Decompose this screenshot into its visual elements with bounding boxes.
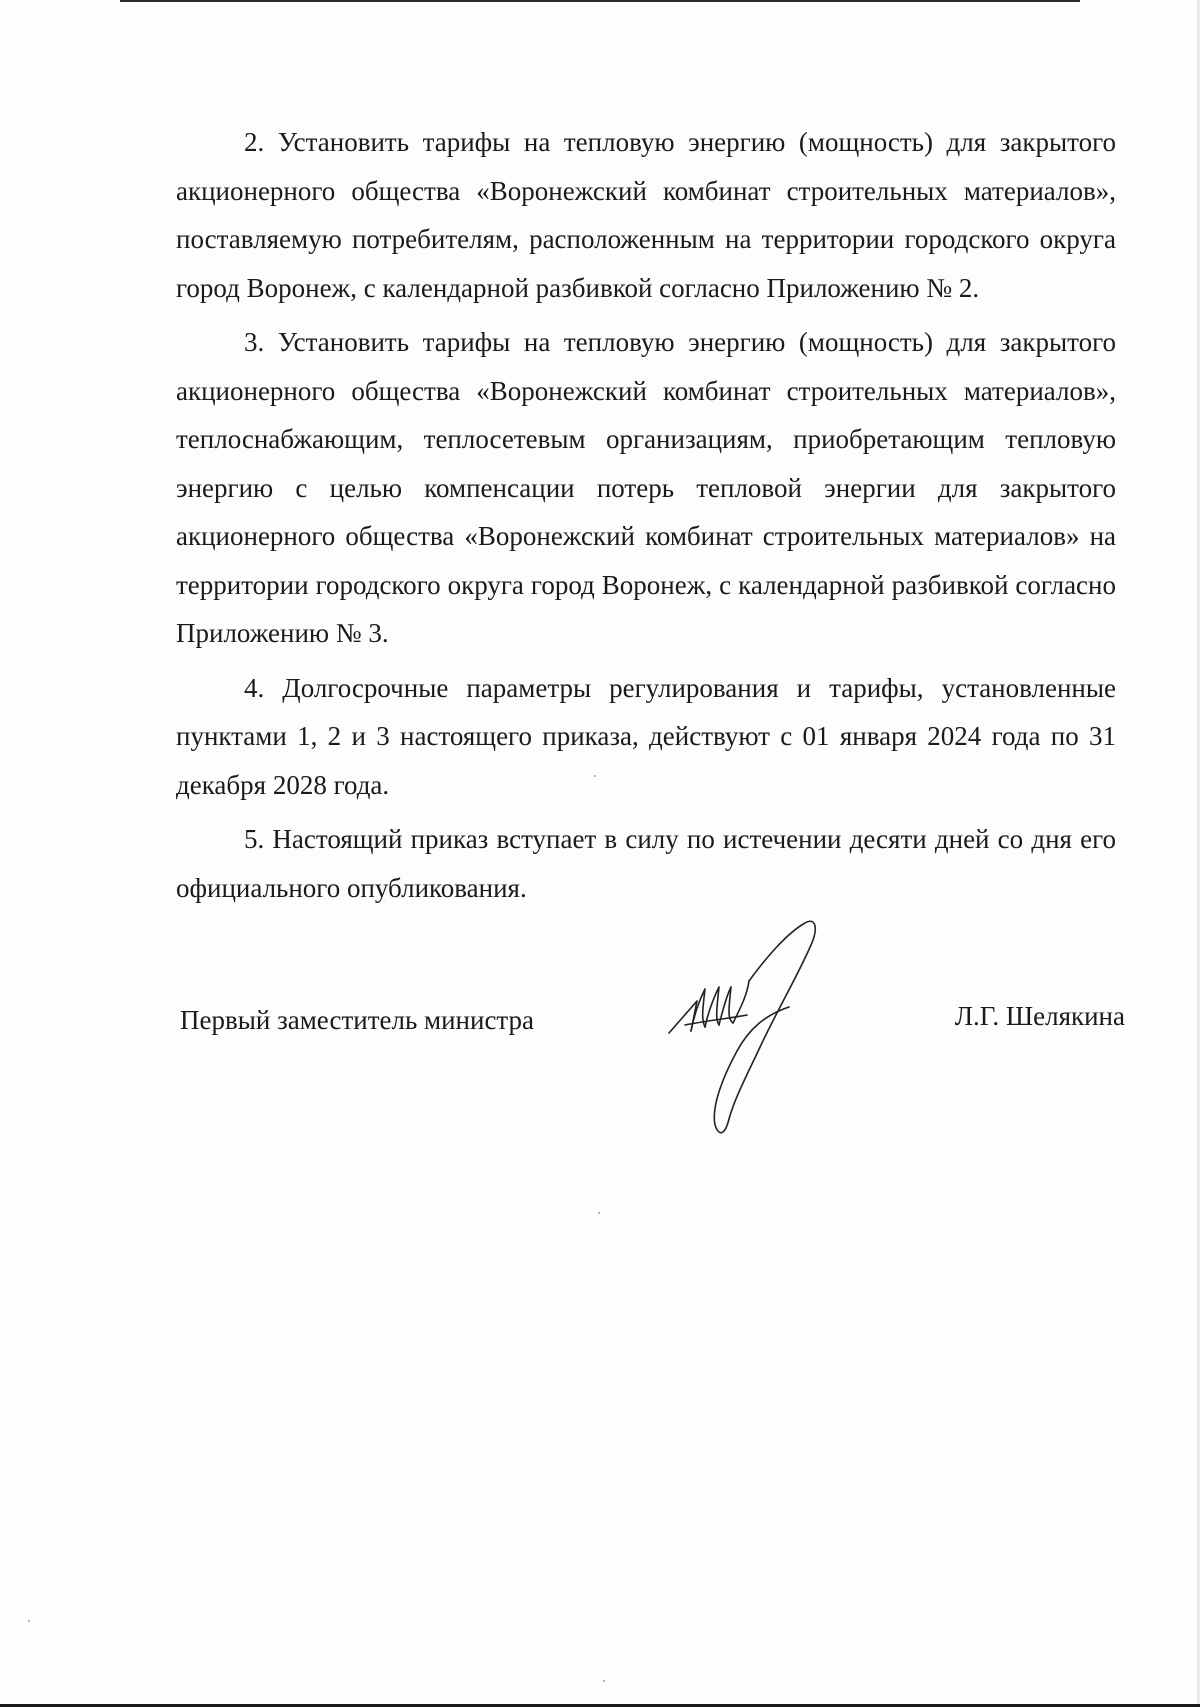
signature-block xyxy=(180,1001,1125,1055)
scan-speck xyxy=(594,775,596,777)
order-body xyxy=(176,118,1116,918)
paragraph-item-5: 5. Настоящий приказ вступает в силу по истечении десяти дней со дня его официального опубликования. xyxy=(176,824,1116,903)
scan-speck xyxy=(603,1680,605,1682)
scan-speck xyxy=(28,1620,30,1622)
signer-title: Первый заместитель министра xyxy=(180,1005,535,1035)
paragraph-item-4: 4. Долгосрочные параметры регулирования и тарифы, установленные пунктами 1, 2 и 3 настоящего приказа, действуют с 01 января 2024 года по 31 декабря 2028 года. xyxy=(176,672,1116,800)
paragraph-item-3: 3. Установить тарифы на тепловую энергию (мощность) для закрытого акционерного общества «Воронежский комбинат строительных материалов», теплоснабжающим, теплосетевым организациям, приобретающим тепловую энергию с целью компенсации потерь тепловой энергии для закрытого акционерного общества «Воронежский комбинат строительных материалов» на территории городского округа город Воронеж, с календарной разбивкой согласно Приложению № 3. xyxy=(176,327,1116,648)
scan-speck xyxy=(598,1212,600,1214)
signer-name: Л.Г. Шелякина xyxy=(954,1001,1125,1031)
scan-edge-top xyxy=(120,0,1080,2)
paragraph-item-2: 2. Установить тарифы на тепловую энергию (мощность) для закрытого акционерного общества «Воронежский комбинат строительных материалов», поставляемую потребителям, расположенным на территории городского округа город Воронеж, с календарной разбивкой согласно Приложению № 2. xyxy=(176,127,1116,303)
handwritten-signature xyxy=(665,915,845,1140)
